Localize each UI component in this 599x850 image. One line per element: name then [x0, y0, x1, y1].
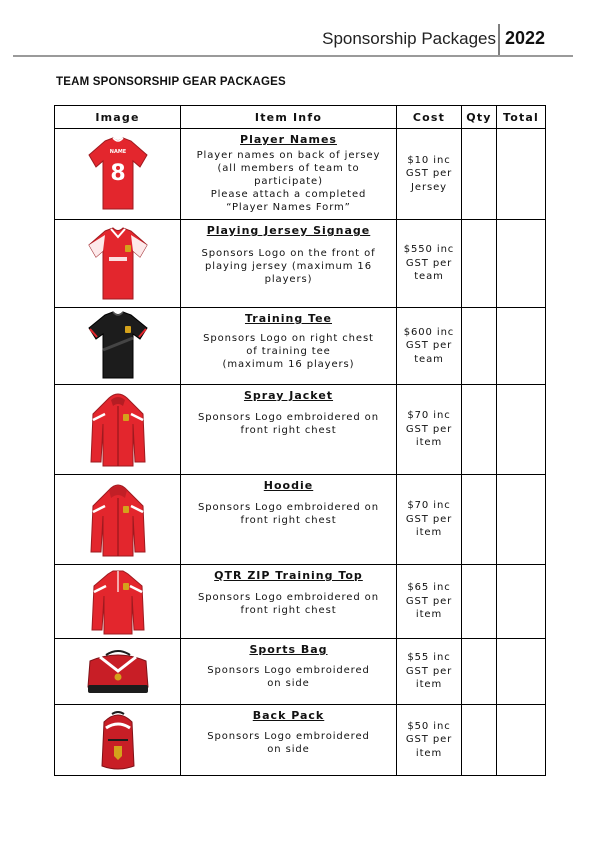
gear-packages-table: [54, 105, 546, 776]
table-row: [55, 565, 546, 639]
item-image-cell: [55, 565, 181, 639]
jersey-number-text: 8: [109, 161, 126, 186]
item-cost: $550 inc GST per team: [397, 220, 462, 308]
column-header-qty: Qty: [462, 106, 497, 129]
column-header-image: Image: [55, 106, 181, 129]
item-image-cell: [55, 308, 181, 385]
item-info-cell: [181, 220, 397, 308]
item-description: Sponsors Logo embroidered on front right chest: [198, 502, 379, 526]
page-header: [0, 0, 599, 58]
header-year: 2022: [505, 28, 546, 48]
table-header-row: [55, 106, 546, 129]
item-image-cell: [55, 475, 181, 565]
section-heading: TEAM SPONSORSHIP GEAR PACKAGES: [56, 76, 286, 88]
item-description: Sponsors Logo on the front of playing jersey (maximum 16 players): [201, 248, 376, 285]
table-row: [55, 129, 546, 220]
qty-cell[interactable]: [462, 475, 497, 565]
qty-cell[interactable]: [462, 220, 497, 308]
playing-jersey-icon: [85, 225, 151, 303]
item-info-cell: [181, 705, 397, 776]
item-title: Player Names: [240, 133, 337, 146]
item-image-cell: [55, 639, 181, 705]
column-header-item-info: Item Info: [181, 106, 397, 129]
total-cell[interactable]: [497, 308, 546, 385]
qty-cell[interactable]: [462, 308, 497, 385]
table-row: [55, 220, 546, 308]
table-row: [55, 639, 546, 705]
item-cost: $70 inc GST per item: [397, 475, 462, 565]
item-title: Training Tee: [244, 312, 332, 325]
header-divider: [498, 24, 500, 56]
hoodie-icon: [87, 480, 149, 560]
header-title: Sponsorship Packages: [322, 29, 496, 48]
item-info-cell: [181, 639, 397, 705]
item-cost: $70 inc GST per item: [397, 385, 462, 475]
item-info-cell: [181, 475, 397, 565]
table-row: [55, 308, 546, 385]
total-cell[interactable]: [497, 129, 546, 220]
qty-cell[interactable]: [462, 639, 497, 705]
item-image-cell: [55, 385, 181, 475]
item-image-cell: [55, 220, 181, 308]
qtr-zip-top-icon: [86, 568, 150, 636]
item-cost: $55 inc GST per item: [397, 639, 462, 705]
item-description: Sponsors Logo embroidered on front right chest: [198, 592, 379, 616]
item-description: Player names on back of jersey (all members of team to participate) Please attach a completed “Player Names Form”: [196, 150, 381, 213]
item-description: Sponsors Logo embroidered on side: [207, 665, 370, 689]
item-title: Spray Jacket: [243, 389, 334, 402]
spray-jacket-icon: [87, 390, 149, 470]
item-cost: $65 inc GST per item: [397, 565, 462, 639]
item-description: Sponsors Logo embroidered on front right chest: [198, 412, 379, 436]
header-rule: [13, 55, 573, 57]
item-image-cell: [55, 705, 181, 776]
total-cell[interactable]: [497, 220, 546, 308]
qty-cell[interactable]: [462, 385, 497, 475]
item-info-cell: [181, 308, 397, 385]
item-info-cell: [181, 565, 397, 639]
sports-bag-icon: [82, 647, 154, 697]
item-cost: $10 inc GST per Jersey: [397, 129, 462, 220]
item-title: Playing Jersey Signage: [206, 224, 371, 237]
total-cell[interactable]: [497, 475, 546, 565]
table-row: [55, 385, 546, 475]
item-description: Sponsors Logo embroidered on side: [207, 731, 370, 755]
column-header-cost: Cost: [397, 106, 462, 129]
total-cell[interactable]: [497, 639, 546, 705]
item-info-cell: [181, 129, 397, 220]
total-cell[interactable]: [497, 565, 546, 639]
total-cell[interactable]: [497, 705, 546, 776]
qty-cell[interactable]: [462, 565, 497, 639]
table-row: [55, 705, 546, 776]
item-title: Sports Bag: [249, 643, 328, 656]
item-info-cell: [181, 385, 397, 475]
item-title: Back Pack: [252, 709, 325, 722]
red-jersey-icon: [85, 135, 151, 213]
column-header-total: Total: [497, 106, 546, 129]
qty-cell[interactable]: [462, 129, 497, 220]
training-tee-icon: [85, 310, 151, 382]
table-row: [55, 475, 546, 565]
jersey-name-text: NAME: [109, 149, 126, 155]
qty-cell[interactable]: [462, 705, 497, 776]
item-cost: $50 inc GST per item: [397, 705, 462, 776]
item-cost: $600 inc GST per team: [397, 308, 462, 385]
back-pack-icon: [94, 708, 142, 772]
item-image-cell: [55, 129, 181, 220]
total-cell[interactable]: [497, 385, 546, 475]
item-title: QTR ZIP Training Top: [214, 569, 363, 582]
item-description: Sponsors Logo on right chest of training tee (maximum 16 players): [203, 333, 374, 370]
item-title: Hoodie: [263, 479, 314, 492]
